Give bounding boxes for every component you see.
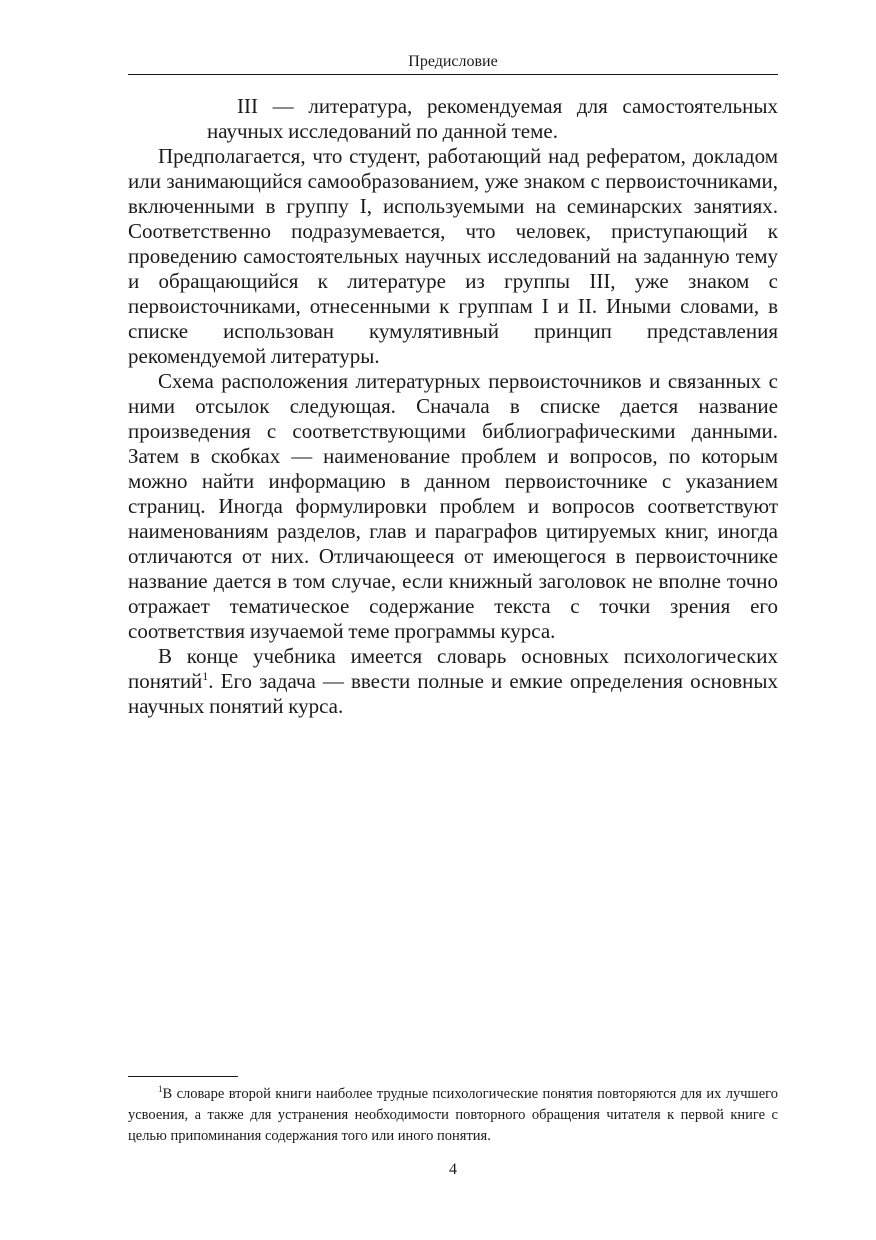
list-item-iii bbox=[128, 94, 778, 144]
footnote bbox=[128, 1084, 778, 1147]
footnote-marker: 1 bbox=[158, 1084, 163, 1094]
list-text: литература, рекомендуемая для самостоятельных научных исследований по данной теме. bbox=[207, 94, 779, 143]
running-title: Предисловие bbox=[408, 53, 498, 70]
paragraph-text: . Его задача — ввести полные и емкие определения основных научных понятий курса. bbox=[128, 669, 778, 718]
footnote-rule bbox=[128, 1076, 238, 1077]
list-marker: III — bbox=[237, 94, 294, 118]
footnote-text-block bbox=[128, 1084, 778, 1147]
paragraph: Предполагается, что студент, работающий над рефератом, докладом или занимающийся самообразованием, уже знаком с первоисточниками, включенными в группу I, используемыми на семинарских занятиях. Соответственно подразумевается, что человек, приступающий к проведению самостоятельных научных исследований на заданную тему и обращающийся к литературе из группы III, уже знаком с первоисточниками, отнесенными к группам I и II. Иными словами, в списке использован кумулятивный принцип представления рекомендуемой литературы. bbox=[128, 144, 778, 368]
page-number: 4 bbox=[449, 1161, 457, 1178]
footnote-reference[interactable]: 1 bbox=[202, 669, 209, 683]
footnote-text: В словаре второй книги наиболее трудные психологические понятия повторяются для их лучшего усвоения, а также для устранения необходимости повторного обращения читателя к первой книге с целью припоминания содержания того или иного понятия. bbox=[128, 1086, 778, 1144]
paragraph: Схема расположения литературных первоисточников и связанных с ними отсылок следующая. Сначала в списке дается название произведения с соответствующими библиографическими данными. Затем в скобках — наименование проблем и вопросов, по которым можно найти информацию в данном первоисточнике с указанием страниц. Иногда формулировки проблем и вопросов соответствуют наименованиям разделов, глав и параграфов цитируемых книг, иногда отличаются от них. Отличающееся от имеющегося в первоисточнике название дается в том случае, если книжный заголовок не вполне точно отражает тематическое содержание текста с точки зрения его соответствия изучаемой теме программы курса. bbox=[128, 369, 778, 643]
header-rule bbox=[128, 74, 778, 75]
paragraph-text: В конце учебника имеется словарь основных психологических понятий bbox=[128, 644, 778, 693]
paragraph-with-note bbox=[128, 644, 778, 719]
main-text bbox=[128, 94, 778, 719]
